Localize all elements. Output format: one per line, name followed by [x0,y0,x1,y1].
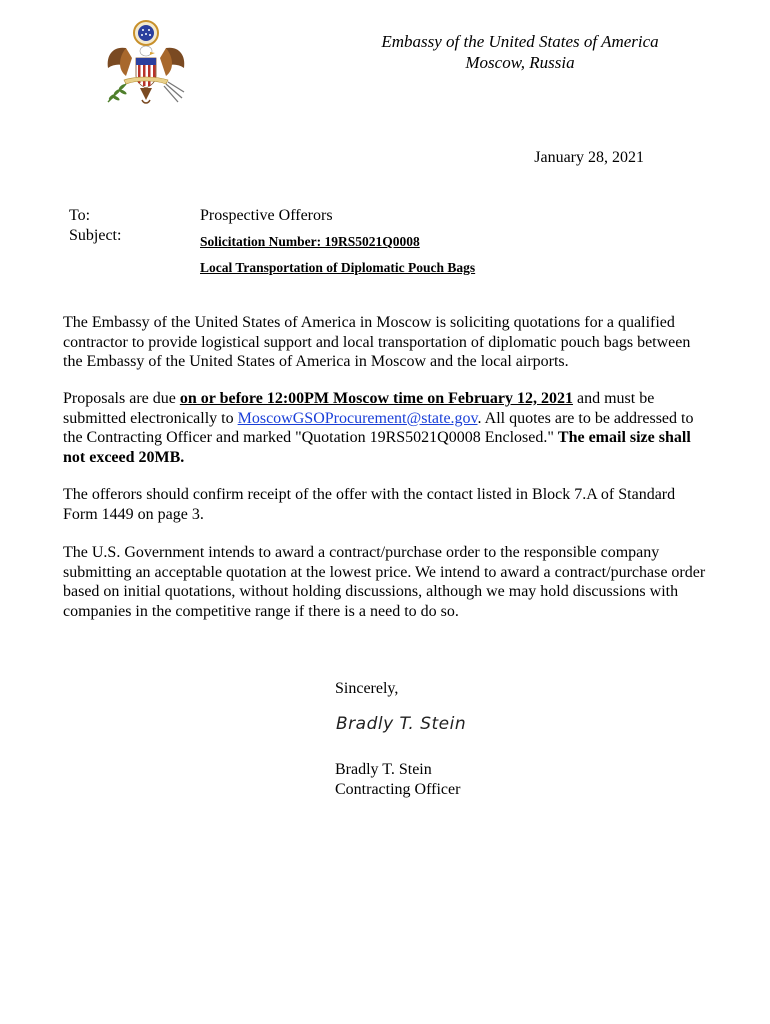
p2-text-c: and must be submitted electronically to [63,390,655,427]
great-seal-eagle-icon [96,18,192,110]
procurement-email-link[interactable]: MoscowGSOProcurement@state.gov [237,409,478,427]
body-paragraph-2 [63,389,713,467]
body-paragraph-3: The offerors should confirm receipt of the offer with the contact listed in Block 7.A of Standard Form 1449 on page 3. [63,486,676,523]
subject-title: Local Transportation of Diplomatic Pouch Bags [200,260,476,275]
deadline-text: on or before 12:00PM Moscow time on February 12, 2021 [179,390,573,407]
p2-text-d: . All quotes are to be addressed to the Contracting Officer and marked "Quotation 19RS5021Q0008 Enclosed." [63,409,694,446]
solicitation-number: Solicitation Number: 19RS5021Q0008 [200,234,420,249]
letterhead [300,31,740,73]
signer-name: Bradly T. Stein [335,761,432,778]
p2-text-a: Proposals are due [63,390,180,407]
handwritten-signature: Bradly T. Stein [336,714,467,734]
to-label: To: [69,207,91,224]
signer-title: Contracting Officer [335,780,461,798]
recipient: Prospective Offerors [200,207,333,224]
body-paragraph-1: The Embassy of the United States of America in Moscow is soliciting quotations for a qualified contractor to provide logistical support and local transportation of diplomatic pouch bags between the Embassy of the United States of America in Moscow and the local airports. [63,314,691,370]
subject-label: Subject: [69,227,122,244]
embassy-seal [96,18,192,110]
letterhead-line-2: Moscow, Russia [465,53,575,72]
email-size-note: The email size shall not exceed 20MB. [63,429,691,466]
signer-block [335,760,460,799]
letter-date: January 28, 2021 [534,149,644,166]
letterhead-line-1: Embassy of the United States of America [381,32,659,51]
closing: Sincerely, [335,680,399,697]
body-paragraph-4: The U.S. Government intends to award a contract/purchase order to the responsible company submitting an acceptable quotation at the lowest price. We intend to award a contract/purchase order based on initial quotations, without holding discussions, although we may hold discussions with companies in the competitive range if there is a need to do so. [63,544,706,620]
